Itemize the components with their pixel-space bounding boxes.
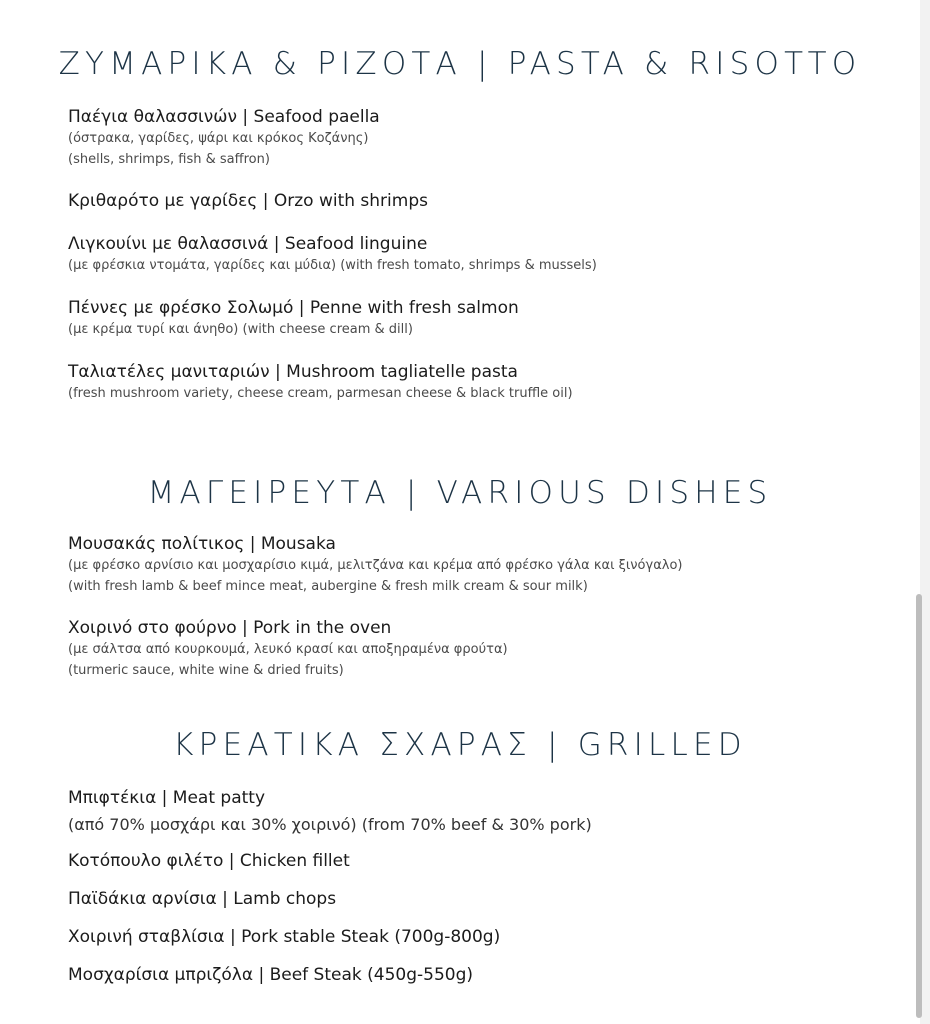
menu-item-orzo-shrimps	[68, 190, 898, 212]
item-name: Μπιφτέκια | Meat patty	[68, 788, 266, 808]
item-description-greek: (όστρακα, γαρίδες, ψάρι και κρόκος Κοζάνης)	[68, 131, 369, 146]
scrollbar-thumb[interactable]	[916, 594, 922, 1018]
menu-item-seafood-paella	[68, 106, 898, 170]
item-name: Πέννες με φρέσκο Σολωμό | Penne with fresh salmon	[68, 298, 519, 318]
menu-item-lamb-chops	[68, 888, 898, 910]
item-description-english: (shells, shrimps, fish & saffron)	[68, 152, 270, 167]
item-name: Μοσχαρίσια μπριζόλα | Beef Steak (450g-550g)	[68, 965, 474, 985]
item-description-greek: (με φρέσκο αρνίσιο και μοσχαρίσιο κιμά, μελιτζάνα και κρέμα από φρέσκο γάλα και ξινόγαλο)	[68, 558, 683, 573]
menu-item-mousaka	[68, 533, 898, 597]
section-title-grilled: ΚΡΕΑΤΙΚΑ ΣΧΑΡΑΣ | GRILLED	[173, 727, 747, 763]
menu-item-pork-stable-steak	[68, 926, 898, 948]
menu-item-beef-steak	[68, 964, 898, 986]
menu-item-penne-salmon	[68, 297, 898, 340]
item-description-english: (turmeric sauce, white wine & dried fruits)	[68, 663, 344, 678]
item-description: (με κρέμα τυρί και άνηθο) (with cheese cream & dill)	[68, 322, 413, 337]
menu-item-pork-oven	[68, 617, 898, 681]
item-description-english: (with fresh lamb & beef mince meat, aubergine & fresh milk cream & sour milk)	[68, 579, 588, 594]
section-title-various-dishes: ΜΑΓΕΙΡΕΥΤΑ | VARIOUS DISHES	[147, 475, 773, 511]
item-name: Κριθαρότο με γαρίδες | Orzo with shrimps	[68, 191, 428, 211]
item-description-greek: (με σάλτσα από κουρκουμά, λευκό κρασί και αποξηραμένα φρούτα)	[68, 642, 508, 657]
item-description: (με φρέσκια ντομάτα, γαρίδες και μύδια) (with fresh tomato, shrimps & mussels)	[68, 258, 597, 273]
menu-item-chicken-fillet	[68, 850, 898, 872]
item-name: Παϊδάκια αρνίσια | Lamb chops	[68, 889, 337, 909]
item-name: Λιγκουίνι με θαλασσινά | Seafood linguine	[68, 234, 428, 254]
menu-item-mushroom-tagliatelle	[68, 361, 898, 404]
item-name: Παέγια θαλασσινών | Seafood paella	[68, 107, 380, 127]
item-description: (από 70% μοσχάρι και 30% χοιρινό) (from 70% beef & 30% pork)	[68, 815, 592, 834]
item-description: (fresh mushroom variety, cheese cream, parmesan cheese & black truffle oil)	[68, 386, 573, 401]
menu-item-seafood-linguine	[68, 233, 898, 276]
item-name: Χοιρινή σταβλίσια | Pork stable Steak (700g-800g)	[68, 927, 501, 947]
item-name: Κοτόπουλο φιλέτο | Chicken fillet	[68, 851, 350, 871]
section-title-pasta-risotto: ΖΥΜΑΡΙΚΑ & ΡΙΖΟΤΑ | PASTA & RISOTTO	[58, 46, 862, 82]
item-name: Μουσακάς πολίτικος | Mousaka	[68, 534, 336, 554]
menu-item-meat-patty	[68, 787, 898, 836]
item-name: Χοιρινό στο φούρνο | Pork in the oven	[68, 618, 392, 638]
item-name: Ταλιατέλες μανιταριών | Mushroom tagliatelle pasta	[68, 362, 518, 382]
